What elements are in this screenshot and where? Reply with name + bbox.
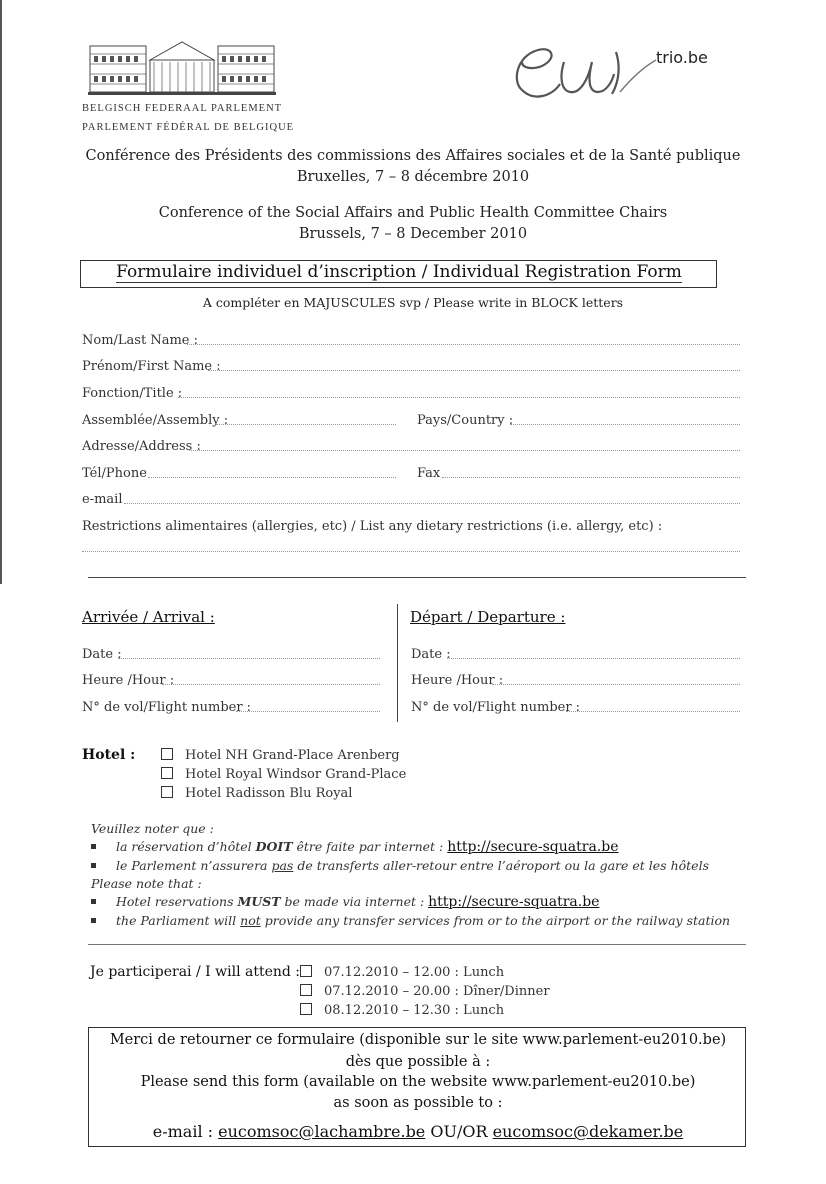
checkbox[interactable] [161,767,173,779]
checkbox[interactable] [161,786,173,798]
return-line-en-1: Please send this form (available on the website www.parlement-eu2010.be) [140,1074,696,1090]
bullet-icon [91,844,96,849]
departure-hour-label: Heure /Hour : [411,673,504,688]
parliament-name-nl: BELGISCH FEDERAAL PARLEMENT [82,103,283,114]
title-field[interactable] [178,397,740,398]
dietary-label: Restrictions alimentaires (allergies, etc) / List any dietary restrictions (i.e. allergy, etc) : [82,519,663,534]
conference-date-en: Brussels, 7 – 8 December 2010 [298,226,528,242]
assembly-label: Assemblée/Assembly : [82,413,229,428]
dietary-field[interactable] [82,551,740,552]
checkbox[interactable] [300,965,312,977]
last-name-label: Nom/Last Name : [82,333,198,348]
form-title-text: Formulaire individuel d’inscription / Individual Registration Form [116,262,682,282]
note-transfer-fr: le Parlement n’assurera pas de transferts aller-retour entre l’aéroport ou la gare et les hôtels [91,858,709,873]
conference-date-fr: Bruxelles, 7 – 8 décembre 2010 [296,169,530,185]
departure-heading [410,608,565,626]
checkbox[interactable] [300,1003,312,1015]
fax-field[interactable] [442,477,740,478]
departure-hour-field[interactable] [492,684,740,685]
checkbox[interactable] [300,984,312,996]
parliament-building-logo [88,38,276,96]
hotel-booking-link[interactable]: http://secure-squatra.be [428,894,600,910]
hotel-option[interactable] [161,748,400,763]
note-hotel-fr: la réservation d’hôtel DOIT être faite par internet : http://secure-squatra.be [91,839,619,855]
form-title [80,262,718,282]
bullet-icon [91,899,96,904]
first-name-label: Prénom/First Name : [82,359,221,374]
attendance-option-label: 08.12.2010 – 12.30 : Lunch [324,1003,505,1018]
return-line-fr-1: Merci de retourner ce formulaire (disponible sur le site www.parlement-eu2010.be) [109,1032,727,1048]
checkbox[interactable] [161,748,173,760]
address-label: Adresse/Address : [82,439,201,454]
arrival-date-field[interactable] [118,658,380,659]
return-line-en-2: as soon as possible to : [333,1095,503,1111]
bullet-icon [91,918,96,923]
fax-label: Fax [417,466,441,481]
trio-be-logo [656,48,708,67]
hotel-option-label: Hotel NH Grand-Place Arenberg [185,748,400,763]
attendance-option-label: 07.12.2010 – 20.00 : Dîner/Dinner [324,984,550,999]
return-line-fr-2: dès que possible à : [345,1054,491,1070]
assembly-field[interactable] [216,424,396,425]
departure-flight-label: N° de vol/Flight number : [411,700,581,715]
bullet-icon [91,863,96,868]
attendance-option-label: 07.12.2010 – 12.00 : Lunch [324,965,505,980]
departure-heading-text: Départ / Departure : [410,608,566,626]
attendance-option[interactable] [300,1003,504,1018]
note-transfer-en: the Parliament will not provide any transfer services from or to the airport or the railway station [91,913,730,928]
first-name-field[interactable] [208,370,740,371]
hotel-option[interactable] [161,786,352,801]
email-field[interactable] [124,503,740,504]
trio-logo-text: trio.be [656,48,708,67]
note-intro-en: Please note that : [91,876,202,891]
conference-title-fr: Conférence des Présidents des commissions des Affaires sociales et de la Santé publique [85,148,741,164]
hotel-option[interactable] [161,767,406,782]
arrival-hour-label: Heure /Hour : [82,673,175,688]
scan-edge-line [0,0,2,584]
email-link-dekamer[interactable]: eucomsoc@dekamer.be [492,1122,684,1141]
note-intro-fr: Veuillez noter que : [91,821,214,836]
departure-flight-field[interactable] [566,711,740,712]
email-link-lachambre[interactable]: eucomsoc@lachambre.be [218,1122,426,1141]
country-label: Pays/Country : [417,413,514,428]
arrival-heading [82,608,215,626]
arrival-date-label: Date : [82,647,122,662]
email-or: OU/OR [430,1122,488,1141]
address-field[interactable] [189,450,740,451]
attendance-option[interactable] [300,965,504,980]
conference-title-en: Conference of the Social Affairs and Public Health Committee Chairs [158,205,668,221]
country-field[interactable] [510,424,740,425]
arrival-hour-field[interactable] [162,684,380,685]
parliament-name-fr: PARLEMENT FÉDÉRAL DE BELGIQUE [82,122,295,133]
note-hotel-en: Hotel reservations MUST be made via internet : http://secure-squatra.be [91,894,599,910]
section-divider [88,944,746,945]
hotel-booking-link[interactable]: http://secure-squatra.be [447,839,619,855]
hotel-label: Hotel : [82,747,136,763]
hotel-option-label: Hotel Royal Windsor Grand-Place [185,767,407,782]
email-label: e-mail [82,492,123,507]
title-label: Fonction/Title : [82,386,183,401]
departure-date-label: Date : [411,647,451,662]
phone-label: Tél/Phone [82,466,147,481]
arrival-flight-label: N° de vol/Flight number : [82,700,252,715]
last-name-field[interactable] [187,344,740,345]
hotel-option-label: Hotel Radisson Blu Royal [185,786,353,801]
email-prefix: e-mail : [152,1122,214,1141]
attendance-option[interactable] [300,984,550,999]
arrival-flight-field[interactable] [236,711,380,712]
attendance-label: Je participerai / I will attend : [90,964,301,980]
eu-presidency-logo [508,32,658,108]
return-emails [88,1122,748,1141]
phone-field[interactable] [148,477,396,478]
departure-date-field[interactable] [447,658,740,659]
block-letters-instruction: A compléter en MAJUSCULES svp / Please write in BLOCK letters [202,295,624,310]
section-divider [88,577,746,578]
arrival-departure-divider [397,604,398,722]
arrival-heading-text: Arrivée / Arrival : [82,608,215,626]
